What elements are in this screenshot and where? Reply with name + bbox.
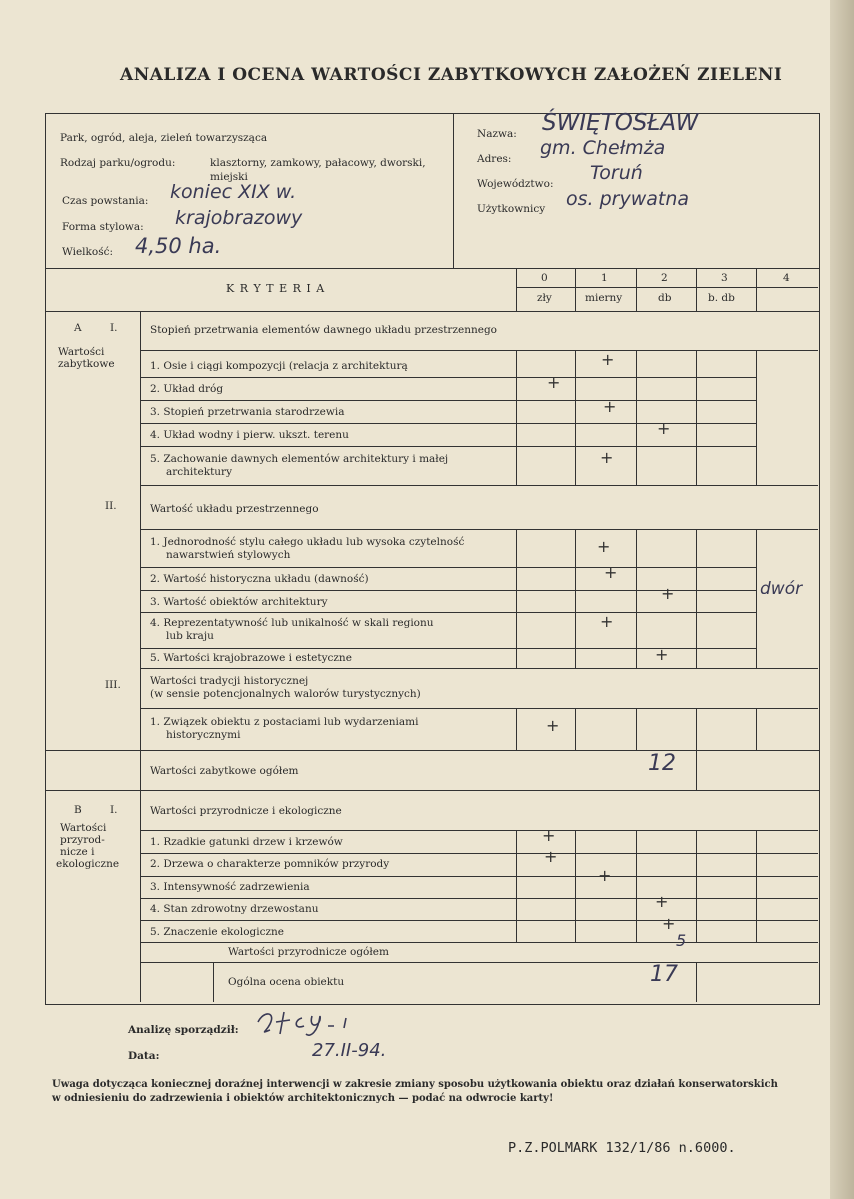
mark-b-4: + [655, 892, 669, 911]
score-1: 1 [601, 272, 608, 284]
criterion-a2-3: 3. Wartość obiektów architektury [150, 596, 328, 608]
criterion-b-4: 4. Stan zdrowotny drzewostanu [150, 903, 319, 915]
mark-a1-3: + [603, 397, 617, 416]
uzytkownicy-value: os. prywatna [566, 188, 690, 210]
section-b-roman: I. [110, 804, 118, 816]
criterion-a2-5: 5. Wartości krajobrazowe i estetyczne [150, 652, 352, 664]
section-a-roman-3: III. [105, 679, 121, 691]
criterion-b-2: 2. Drzewa o charakterze pomników przyrody [150, 858, 390, 870]
section-b-name-4: ekologiczne [56, 858, 120, 870]
mark-a2-2: + [604, 563, 618, 582]
criterion-a1-3: 3. Stopień przetrwania starodrzewia [150, 406, 345, 418]
criterion-b-3: 3. Intensywność zadrzewienia [150, 881, 310, 893]
mark-a1-1: + [601, 350, 615, 369]
adres-value: gm. Chełmża [540, 137, 666, 159]
mark-a1-5: + [600, 448, 614, 467]
score-2: 2 [661, 272, 668, 284]
section-b-code: B [74, 804, 82, 816]
section-b-name-1: Wartości [60, 822, 107, 834]
group2-title: Wartość układu przestrzennego [150, 503, 319, 515]
grade-3: b. db [708, 292, 735, 304]
side-note: dwór [760, 579, 803, 599]
print-code: P.Z.POLMARK 132/1/86 n.6000. [508, 1140, 736, 1156]
group3-title-1: Wartości tradycji historycznej [150, 675, 309, 687]
grade-1: mierny [585, 292, 623, 304]
section-b-name-2: przyrod- [60, 834, 105, 846]
criterion-a2-1: 1. Jednorodność stylu całego układu lub wysoka czytelność [150, 536, 465, 548]
score-3: 3 [721, 272, 728, 284]
wojewodztwo-label: Województwo: [477, 178, 554, 190]
section-a-code: A [74, 322, 82, 334]
total-b-label: Wartości przyrodnicze ogółem [228, 946, 389, 958]
overall-label: Ogólna ocena obiektu [228, 976, 345, 988]
mark-b-3: + [598, 866, 612, 885]
section-a-name-1: Wartości [58, 346, 105, 358]
group1-title: Stopień przetrwania elementów dawnego układu przestrzennego [150, 324, 497, 336]
criterion-b-1: 1. Rzadkie gatunki drzew i krzewów [150, 836, 343, 848]
uzytkownicy-label: Użytkownicy [477, 203, 546, 215]
mark-a1-2: + [547, 373, 561, 392]
mark-a2-3: + [661, 584, 675, 603]
section-b-name-3: nicze i [60, 846, 95, 858]
nazwa-label: Nazwa: [477, 128, 517, 140]
section-a-name-2: zabytkowe [58, 358, 115, 370]
mark-a1-4: + [657, 419, 671, 438]
mark-a3-1: + [546, 716, 560, 735]
grade-0: zły [537, 292, 552, 304]
criteria-label: K R Y T E R I A [226, 282, 326, 295]
rodzaj-options: klasztorny, zamkowy, pałacowy, dworski, [210, 157, 426, 169]
total-a-value: 12 [648, 751, 676, 776]
wielkosc-label: Wielkość: [62, 246, 114, 258]
nazwa-value: ŚWIĘTOSŁAW [542, 110, 699, 136]
criterion-b-5: 5. Znaczenie ekologiczne [150, 926, 285, 938]
criterion-a1-5: 5. Zachowanie dawnych elementów architektury i małej [150, 453, 449, 465]
group-b-title: Wartości przyrodnicze i ekologiczne [150, 805, 342, 817]
wielkosc-value: 4,50 ha. [135, 234, 222, 258]
park-type-line: Park, ogród, aleja, zieleń towarzysząca [60, 132, 268, 144]
mark-a2-1: + [597, 537, 611, 556]
footer-note-2: w odniesieniu do zadrzewienia i obiektów architektonicznych — podać na odwrocie karty! [52, 1093, 554, 1104]
criterion-a3-1: 1. Związek obiektu z postaciami lub wydarzeniami [150, 716, 419, 728]
czas-label: Czas powstania: [62, 195, 149, 207]
criterion-a1-2: 2. Układ dróg [150, 383, 224, 395]
score-0: 0 [541, 272, 548, 284]
group3-title-2: (w sensie potencjonalnych walorów turystycznych) [150, 688, 421, 700]
adres-label: Adres: [477, 153, 512, 165]
mark-b-1: + [542, 826, 556, 845]
wojewodztwo-value: Toruń [590, 162, 643, 184]
page-edge-shadow [830, 0, 854, 1199]
criterion-a1-1: 1. Osie i ciągi kompozycji (relacja z architekturą [150, 360, 408, 372]
overall-value: 17 [650, 962, 678, 987]
mark-a2-5: + [655, 645, 669, 664]
forma-label: Forma stylowa: [62, 221, 144, 233]
criterion-a1-4: 4. Układ wodny i pierw. ukszt. terenu [150, 429, 349, 441]
criterion-a2-4: 4. Reprezentatywność lub unikalność w skali regionu [150, 617, 434, 629]
mark-b-5: + [662, 914, 676, 933]
forma-value: krajobrazowy [175, 207, 303, 229]
total-b-value: 5 [676, 931, 687, 950]
rodzaj-label: Rodzaj parku/ogrodu: [60, 157, 176, 169]
grade-2: db [658, 292, 672, 304]
czas-value: koniec XIX w. [170, 181, 297, 203]
date-label: Data: [128, 1050, 160, 1062]
total-a-label: Wartości zabytkowe ogółem [150, 765, 299, 777]
signature-icon [250, 1004, 380, 1044]
footer-note-1: Uwaga dotycząca koniecznej doraźnej interwencji w zakresie zmiany sposobu użytkowania obiektu oraz działań konserwatorskich [52, 1079, 778, 1090]
mark-b-2: + [544, 847, 558, 866]
section-a-roman-1: I. [110, 322, 118, 334]
form-title: ANALIZA I OCENA WARTOŚCI ZABYTKOWYCH ZAŁOŻEŃ ZIELENI [120, 65, 783, 85]
criterion-a3-1-cont: historycznymi [166, 729, 241, 741]
criterion-a2-4-cont: lub kraju [166, 630, 214, 642]
section-a-roman-2: II. [105, 500, 117, 512]
score-4: 4 [783, 272, 790, 284]
date-value: 27.II-94. [312, 1040, 387, 1061]
prepared-label: Analizę sporządził: [128, 1024, 239, 1036]
criterion-a2-2: 2. Wartość historyczna układu (dawność) [150, 573, 369, 585]
rodzaj-options-2: miejski [210, 171, 248, 183]
mark-a2-4: + [600, 612, 614, 631]
criterion-a1-5-cont: architektury [166, 466, 233, 478]
criterion-a2-1-cont: nawarstwień stylowych [166, 549, 291, 561]
